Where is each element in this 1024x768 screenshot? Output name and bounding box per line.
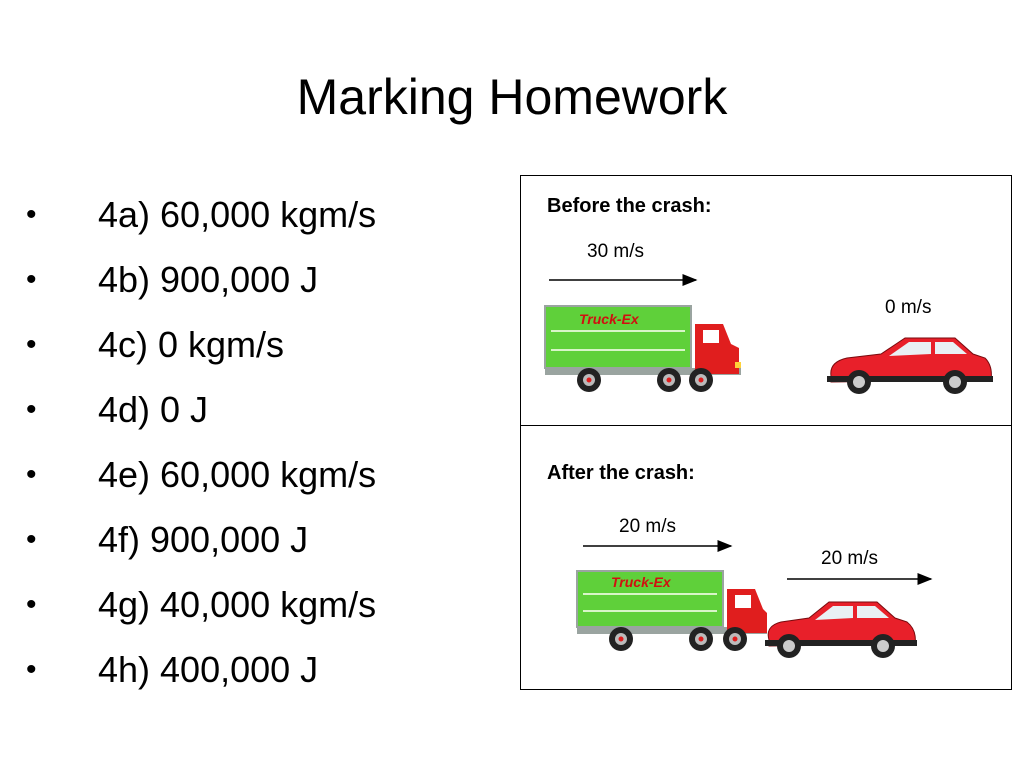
- bullet-icon: •: [26, 653, 37, 686]
- answer-text: 4h) 400,000 J: [98, 649, 319, 690]
- before-car: [827, 338, 993, 394]
- after-label: After the crash:: [547, 462, 695, 484]
- truck-logo: Truck-Ex: [611, 574, 671, 590]
- answer-list: [26, 182, 376, 702]
- answer-item: [26, 507, 376, 572]
- answer-item: [26, 312, 376, 377]
- bullet-icon: •: [26, 263, 37, 296]
- answer-text: 4f) 900,000 J: [98, 519, 309, 560]
- slide-title: Marking Homework: [296, 69, 728, 125]
- after-truck-speed: 20 m/s: [619, 516, 677, 537]
- crash-diagram: [520, 175, 1012, 690]
- after-car: [765, 602, 917, 658]
- answer-text: 4d) 0 J: [98, 389, 209, 430]
- answer-item: [26, 572, 376, 637]
- answer-item: [26, 442, 376, 507]
- answer-text: 4b) 900,000 J: [98, 259, 319, 300]
- diagram-graphics: [521, 176, 1011, 689]
- answer-text: 4e) 60,000 kgm/s: [98, 454, 377, 495]
- answer-item: [26, 182, 376, 247]
- bullet-icon: •: [26, 588, 37, 621]
- answer-text: 4a) 60,000 kgm/s: [98, 194, 377, 235]
- bullet-icon: •: [26, 328, 37, 361]
- before-truck-speed: 30 m/s: [587, 241, 645, 262]
- answer-item: [26, 247, 376, 312]
- bullet-icon: •: [26, 393, 37, 426]
- after-truck: [577, 571, 767, 651]
- answer-item: [26, 637, 376, 702]
- before-label: Before the crash:: [547, 195, 712, 217]
- before-car-speed: 0 m/s: [885, 297, 932, 318]
- before-truck: [545, 306, 741, 392]
- bullet-icon: •: [26, 523, 37, 556]
- bullet-icon: •: [26, 198, 37, 231]
- after-car-speed: 20 m/s: [821, 548, 879, 569]
- answer-text: 4g) 40,000 kgm/s: [98, 584, 377, 625]
- truck-logo: Truck-Ex: [579, 311, 639, 327]
- bullet-icon: •: [26, 458, 37, 491]
- answer-text: 4c) 0 kgm/s: [98, 324, 285, 365]
- answer-item: [26, 377, 376, 442]
